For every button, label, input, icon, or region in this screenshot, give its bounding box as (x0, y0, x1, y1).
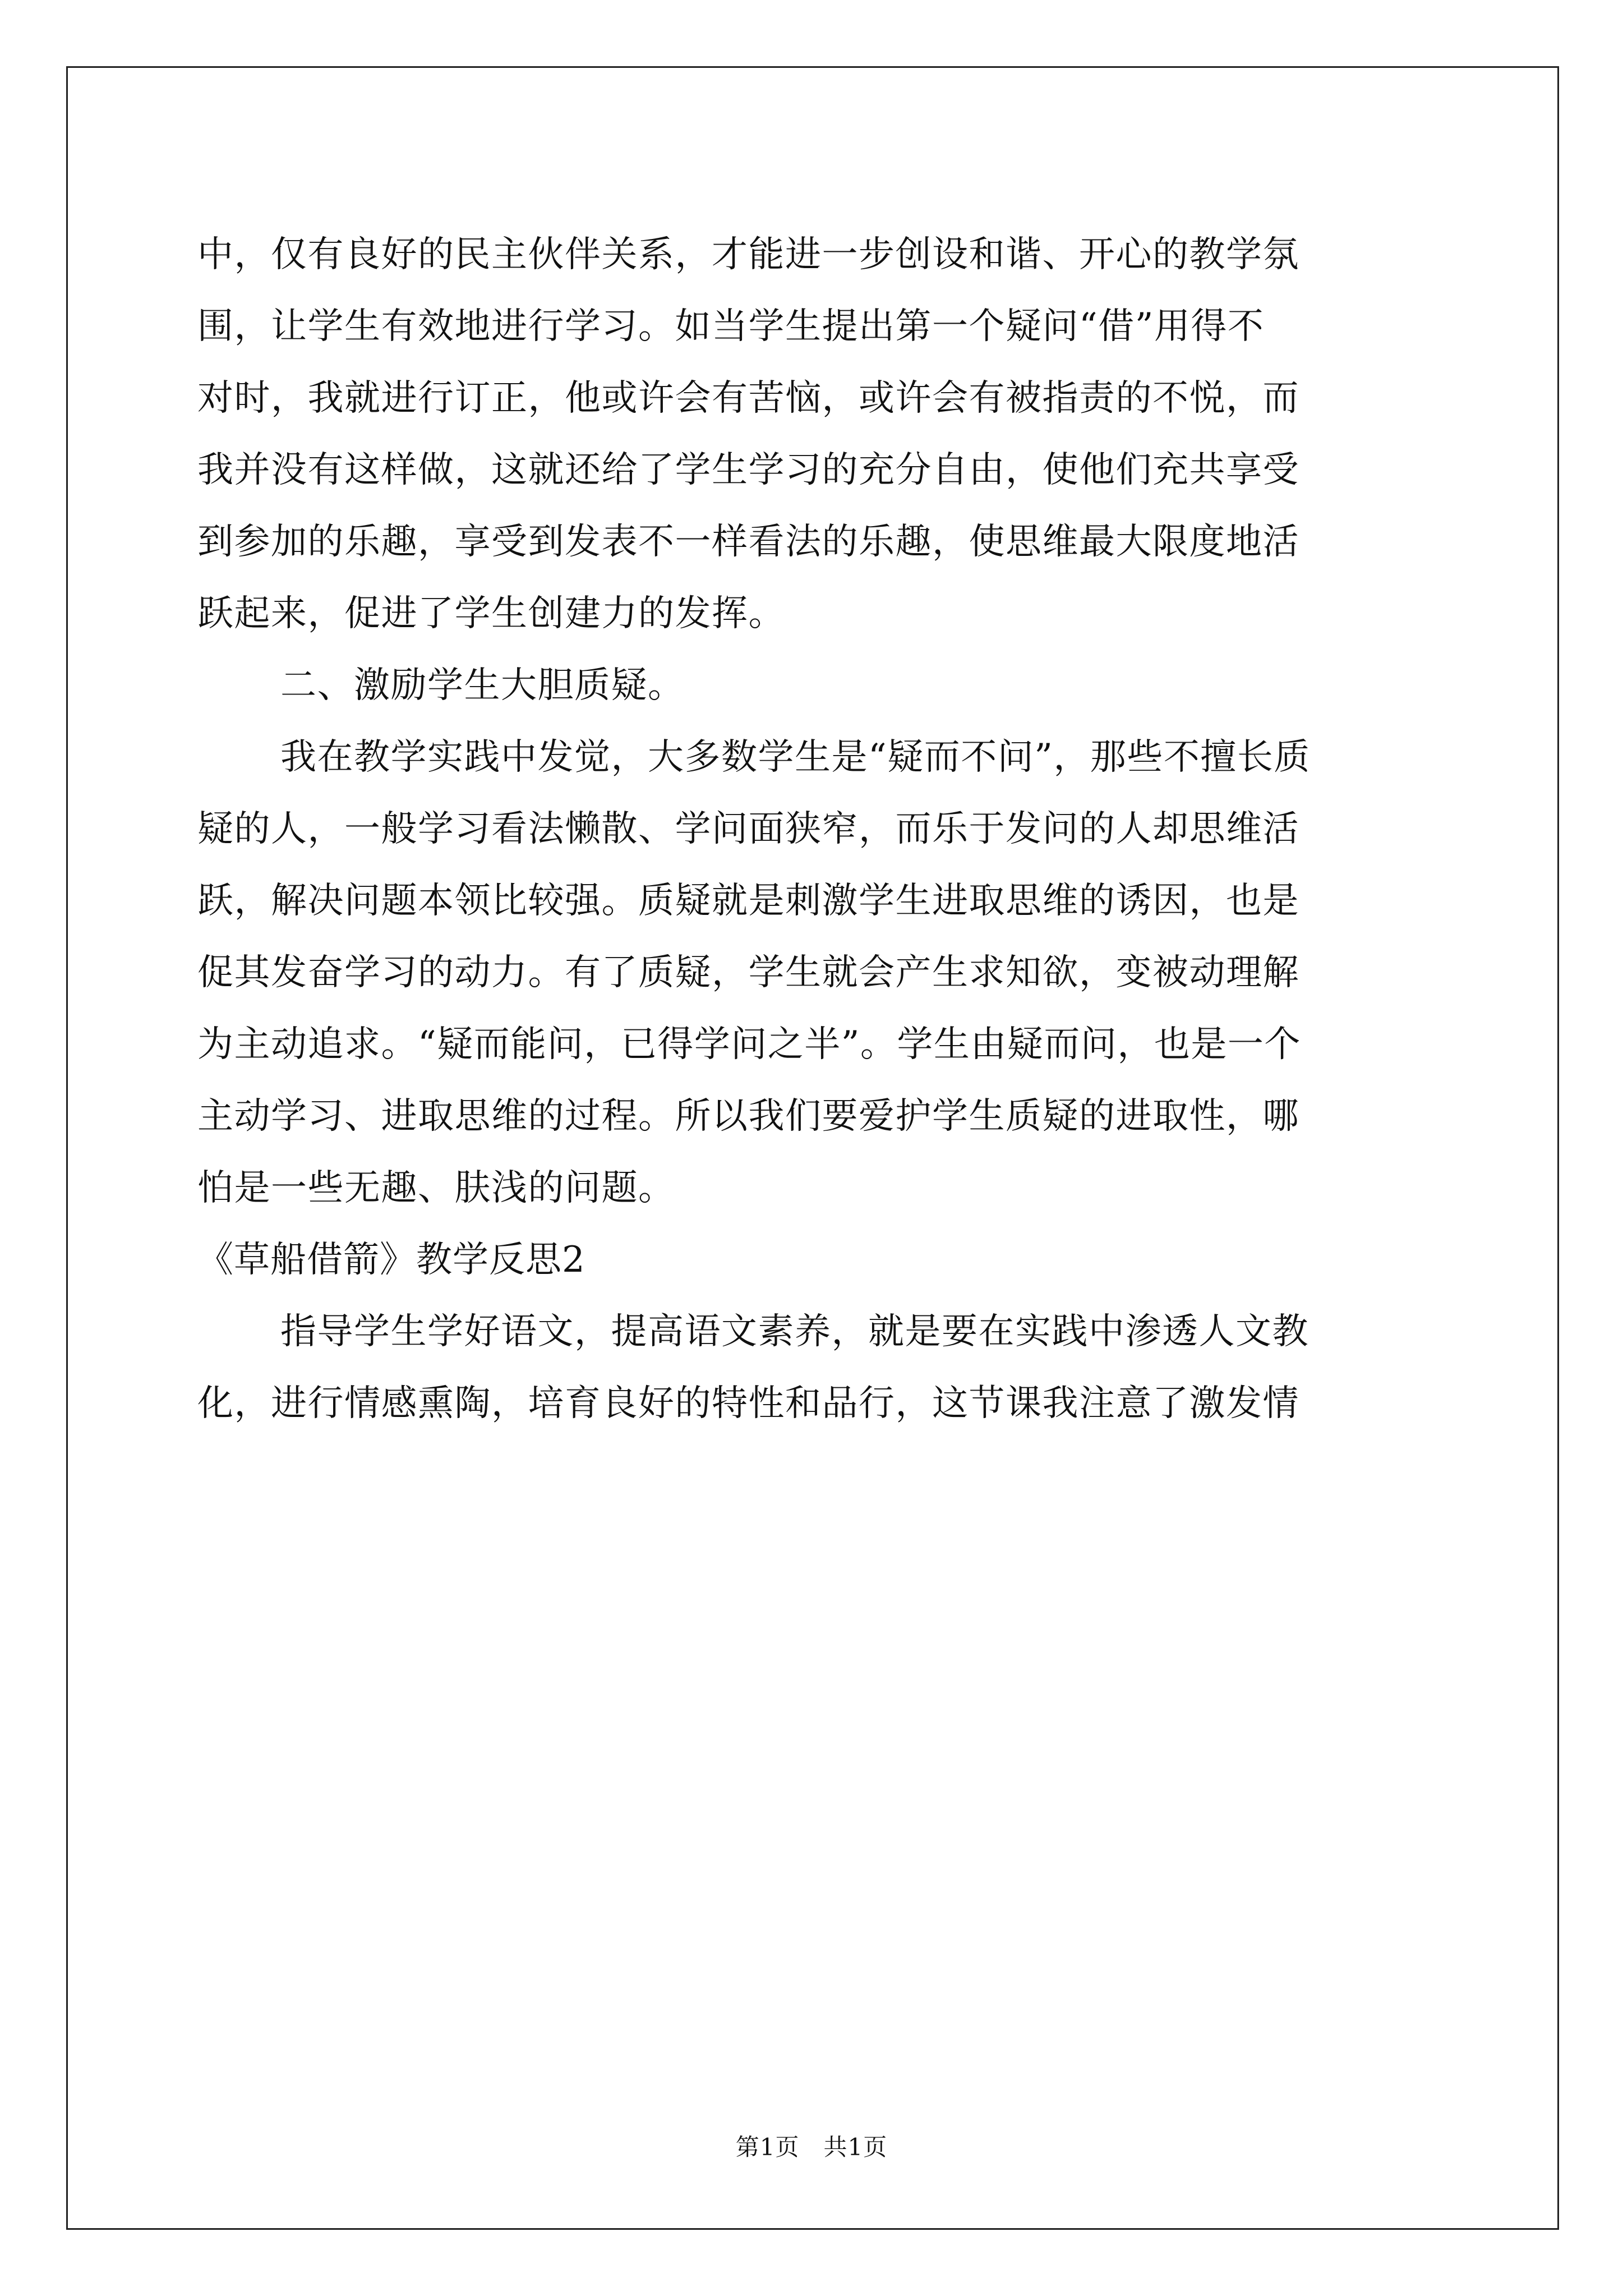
text-line-5: 到参加的乐趣，享受到发表不一样看法的乐趣，使思维最大限度地活 (197, 521, 1299, 563)
text-line-9: 疑的人，一般学习看法懒散、学问面狭窄，而乐于发问的人却思维活 (197, 808, 1299, 850)
text-line-1: 中，仅有良好的民主伙伴关系，才能进一步创设和谐、开心的教学氛 (197, 234, 1299, 275)
text-line-6: 跃起来，促进了学生创建力的发挥。 (197, 593, 785, 634)
text-line-17: 化，进行情感熏陶，培育良好的特性和品行，这节课我注意了激发情 (197, 1383, 1299, 1424)
text-line-4: 我并没有这样做，这就还给了学生学习的充分自由，使他们充共享受 (197, 449, 1299, 491)
article-title: 《草船借箭》教学反思2 (197, 1239, 585, 1281)
text-line-16: 指导学生学好语文，提高语文素养，就是要在实践中渗透人文教 (280, 1311, 1309, 1352)
text-line-2: 围，让学生有效地进行学习。如当学生提出第一个疑问“借”用得不 (197, 306, 1265, 347)
document-body (197, 219, 1426, 1439)
text-line-14: 怕是一些无趣、肤浅的问题。 (197, 1167, 675, 1209)
text-line-3: 对时，我就进行订正，他或许会有苦恼，或许会有被指责的不悦，而 (197, 378, 1299, 419)
text-line-12: 为主动追求。“疑而能问，已得学问之半”。学生由疑而问，也是一个 (197, 1024, 1301, 1065)
text-line-10: 跃，解决问题本领比较强。质疑就是刺激学生进取思维的诱因，也是 (197, 880, 1299, 922)
text-line-8: 我在教学实践中发觉，大多数学生是“疑而不问”，那些不擅长质 (280, 737, 1311, 778)
section-heading-two: 二、激励学生大胆质疑。 (280, 665, 685, 706)
page-number-footer: 第1页 共1页 (735, 2133, 888, 2161)
text-line-13: 主动学习、进取思维的过程。所以我们要爱护学生质疑的进取性，哪 (197, 1096, 1299, 1137)
text-line-11: 促其发奋学习的动力。有了质疑，学生就会产生求知欲，变被动理解 (197, 952, 1299, 993)
